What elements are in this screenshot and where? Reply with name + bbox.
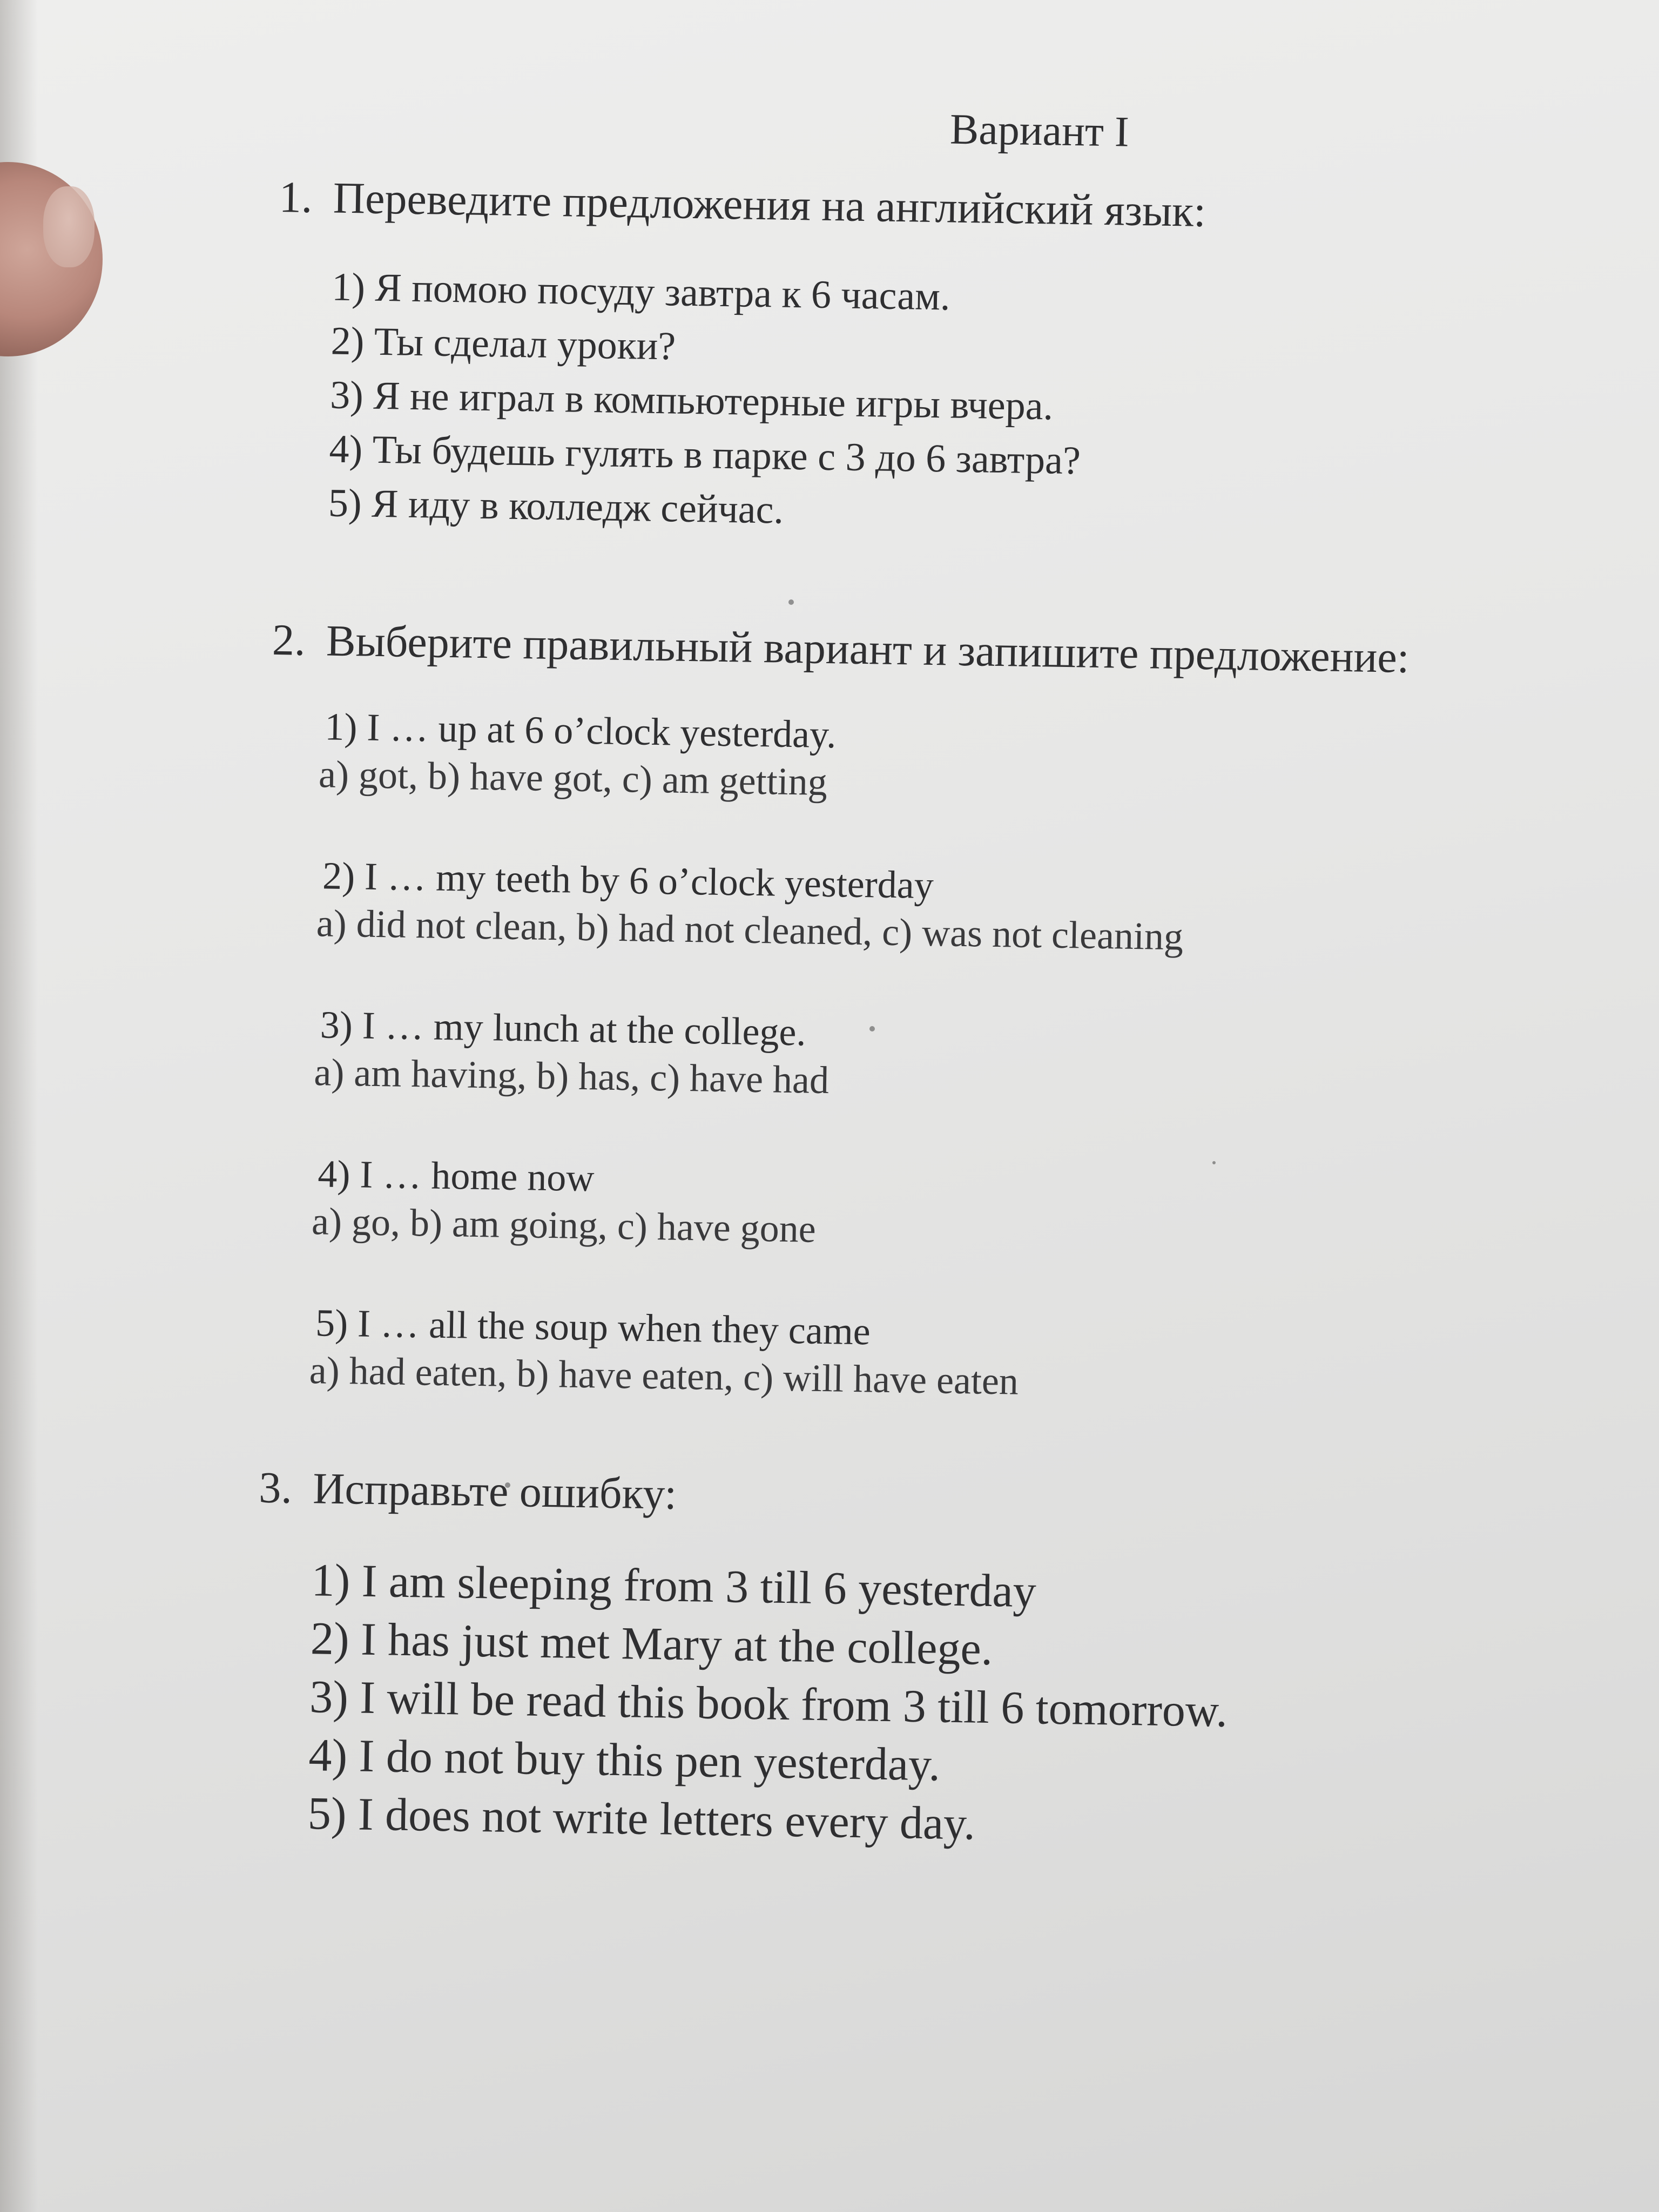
- task-2-question: [311, 1150, 1506, 1264]
- task-3-instruction: Исправьте ошибку:: [312, 1464, 677, 1519]
- task-3-heading: [259, 1458, 1501, 1537]
- worksheet-title: Вариант I: [949, 105, 1130, 156]
- task-2-heading: [272, 610, 1514, 689]
- task-2-questions: [309, 703, 1513, 1412]
- question-text: 4) I … home now: [317, 1152, 595, 1200]
- answer-options: a) did not clean, b) had not cleaned, c) was not cleaning: [316, 901, 1184, 959]
- question-text: 3) I … my lunch at the college.: [320, 1003, 807, 1054]
- worksheet: [252, 92, 1523, 1942]
- answer-options: a) go, b) am going, c) have gone: [311, 1199, 817, 1251]
- task-2-question: [309, 1299, 1503, 1413]
- task-1-heading: [279, 167, 1521, 246]
- task-1-sentence: 4) Ты будешь гулять в парке с 3 до 6 завтра?: [328, 427, 1081, 483]
- question-text: 2) I … my teeth by 6 o’clock yesterday: [322, 854, 934, 907]
- task-2-instruction: Выберите правильный вариант и запишите предложение:: [326, 616, 1410, 682]
- task-3-sentence: 5) I does not write letters every day.: [307, 1787, 976, 1850]
- task-3-sentence: 3) I will be read this book from 3 till 6 tomorrow.: [309, 1670, 1228, 1737]
- task-1-sentence: 1) Я помою посуду завтра к 6 часам.: [331, 265, 951, 319]
- task-2-question: [313, 1001, 1508, 1115]
- task-1-sentence: 2) Ты сделал уроки?: [331, 319, 676, 369]
- task-3-sentences: [307, 1550, 1500, 1860]
- thumb-nail: [43, 186, 95, 267]
- task-2: [260, 610, 1514, 1413]
- task-1-number: 1.: [279, 172, 313, 222]
- task-3-sentence: 2) I has just met Mary at the college.: [310, 1612, 993, 1675]
- task-1-instruction: Переведите предложения на английский язык:: [333, 173, 1206, 236]
- task-2-number: 2.: [272, 615, 306, 665]
- task-3: [253, 1458, 1501, 1861]
- task-3-sentence: 4) I do not buy this pen yesterday.: [308, 1729, 941, 1791]
- answer-options: a) got, b) have got, c) am getting: [318, 752, 828, 804]
- answer-options: a) had eaten, b) have eaten, c) will have eaten: [309, 1348, 1019, 1403]
- task-1-sentence: 5) Я иду в колледж сейчас.: [328, 481, 784, 532]
- task-1-sentences: [328, 260, 1520, 549]
- task-3-number: 3.: [258, 1462, 293, 1513]
- answer-options: a) am having, b) has, c) have had: [313, 1050, 830, 1102]
- task-1: [274, 167, 1521, 549]
- question-text: 5) I … all the soup when they came: [315, 1301, 871, 1353]
- task-2-question: [318, 703, 1513, 817]
- task-2-question: [316, 852, 1510, 966]
- question-text: 1) I … up at 6 o’clock yesterday.: [324, 705, 837, 757]
- task-1-sentence: 3) Я не играл в компьютерные игры вчера.: [329, 373, 1054, 429]
- task-3-sentence: 1) I am sleeping from 3 till 6 yesterday: [311, 1554, 1037, 1617]
